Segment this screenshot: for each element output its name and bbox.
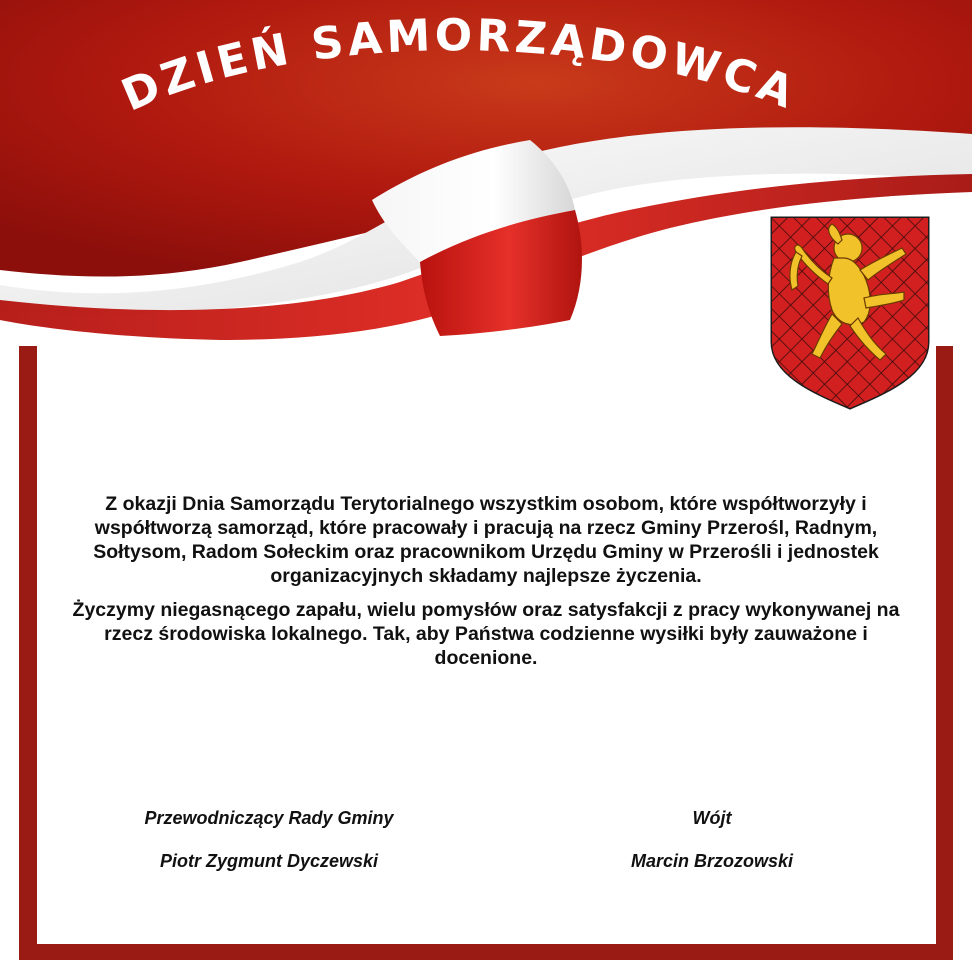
greeting-paragraph-2: Życzymy niegasnącego zapału, wielu pomysłów oraz satysfakcji z pracy wykonywanej na rzecz środowiska lokalnego. Tak, aby Państwa codzienne wysiłki były zauważone i docenione. [72,599,900,669]
signature-right [542,808,882,872]
signature-right-name: Marcin Brzozowski [630,851,794,871]
page-title-text: DZIEŃ SAMORZĄDOWCA [114,10,805,122]
frame-left-border [19,346,37,960]
coat-of-arms-lion-icon [768,214,932,412]
signature-right-role: Wójt [692,808,732,828]
greeting-message [60,492,912,680]
signature-left-role: Przewodniczący Rady Gminy [144,808,394,828]
greeting-paragraph-1: Z okazji Dnia Samorządu Terytorialnego wszystkim osobom, które współtworzyły i współtworzą samorząd, które pracowały i pracują na rzecz Gminy Przerośl, Radnym, Sołtysom, Radom Sołeckim oraz pracownikom Urzędu Gminy w Przerośli i jednostek organizacyjnych składamy najlepsze życzenia. [93,493,879,587]
signature-left-name: Piotr Zygmunt Dyczewski [159,851,379,871]
frame-bottom-border [19,944,953,960]
frame-right-border [936,346,953,960]
signature-left [99,808,439,872]
